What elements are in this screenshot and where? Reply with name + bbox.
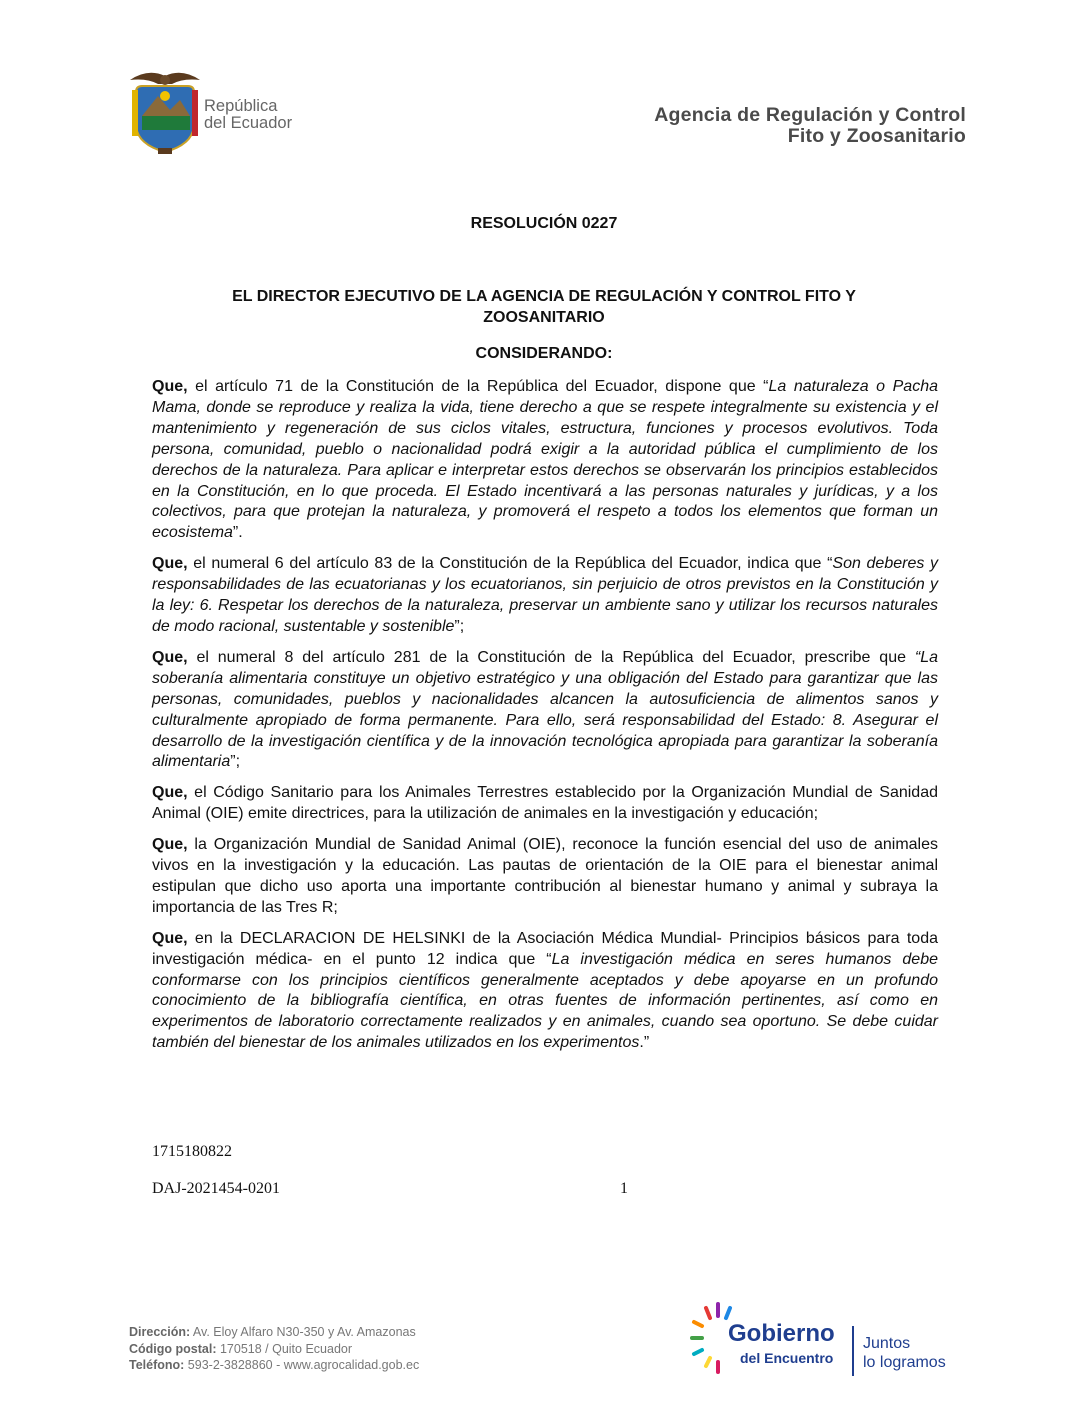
footer-contact: [129, 1324, 419, 1374]
paragraph-lead: Que,: [152, 555, 188, 573]
government-subname: del Encuentro: [740, 1350, 834, 1366]
footer-phone: [129, 1357, 419, 1374]
paragraph-lead: Que,: [152, 784, 188, 802]
republic-line-1: República: [204, 97, 278, 115]
paragraph-text: el numeral 8 del artículo 281 de la Constitución de la República del Ecuador, prescribe que: [187, 648, 915, 666]
government-slogan: [863, 1334, 946, 1372]
paragraph-lead: Que,: [152, 836, 188, 854]
logo-divider: [852, 1326, 854, 1376]
paragraph: [152, 929, 938, 1054]
authority-heading: [0, 286, 1088, 328]
paragraph-quote: La investigación médica en seres humanos debe conformarse con los principios científicos generalmente aceptados y debe apoyarse en un profundo conocimiento de la bibliografía científica, en otras fuentes de información pertinentes, así como en experimentos de laboratorio correctamente realizados y en animales, cuando sea oportuno. Se debe cuidar también del bienestar de los animales utilizados en los experimentos: [152, 950, 938, 1052]
phone-label: Teléfono:: [129, 1358, 185, 1372]
paragraph-text: la Organización Mundial de Sanidad Animal (OIE), reconoce la función esencial del uso de animales vivos en la investigación y la educación. Las pautas de orientación de la OIE para el bienestar animal estipulan que dicho uso aporta una importante contribución al bienestar humano y animal y subraya la importancia de las Tres R;: [152, 836, 938, 916]
phone-value: 593-2-3828860 - www.agrocalidad.gob.ec: [184, 1358, 420, 1372]
document-code: DAJ-2021454-0201: [152, 1180, 280, 1197]
agency-name: [654, 105, 966, 147]
paragraph: [152, 648, 938, 773]
agency-line-2: Fito y Zoosanitario: [787, 125, 966, 147]
republic-line-2: del Ecuador: [204, 114, 293, 132]
paragraph-quote: La naturaleza o Pacha Mama, donde se reproduce y realiza la vida, tiene derecho a que se respete integralmente su existencia y el mantenimiento y regeneración de sus ciclos vitales, estructura, funciones y procesos evolutivos. Toda persona, comunidad, pueblo o nacionalidad podrá exigir a la autoridad pública el cumplimiento de los derechos de la naturaleza. Para aplicar e interpretar estos derechos se observarán los principios establecidos en la Constitución, en lo que proceda. El Estado incentivará a las personas naturales y jurídicas, y a los colectivos, para que protejan la naturaleza, y promoverá el respeto a todos los elementos que forman un ecosistema: [152, 378, 938, 542]
document-body: [152, 377, 938, 1064]
address-value: Av. Eloy Alfaro N30-350 y Av. Amazonas: [190, 1325, 416, 1339]
id-number: 1715180822: [152, 1143, 232, 1160]
authority-line-2: ZOOSANITARIO: [483, 309, 605, 326]
paragraph-quote: “La soberanía alimentaria constituye un objetivo estratégico y una obligación del Estado para garantizar que las personas, comunidades, pueblos y nacionalidades alcancen la autosuficiencia de alimentos sanos y culturalmente apropiado de forma permanente. Para ello, será responsabilidad del Estado: 8. Asegurar el desarrollo de la investigación científica y de la innovación tecnológica apropiada para garantizar la soberanía alimentaria: [152, 648, 938, 771]
paragraph-tail: ”;: [454, 617, 465, 635]
postal-label: Código postal:: [129, 1341, 217, 1356]
considering-heading: CONSIDERANDO:: [475, 345, 613, 362]
page-header: [0, 0, 1088, 170]
paragraph: [152, 835, 938, 919]
coat-of-arms-icon: [128, 66, 202, 156]
paragraph-text: el Código Sanitario para los Animales Terrestres establecido por la Organización Mundial de Sanidad Animal (OIE) emite directrices, para la utilización de animales en la investigación y educación;: [152, 784, 938, 823]
slogan-line-1: Juntos: [863, 1335, 911, 1352]
agency-line-1: Agencia de Regulación y Control: [654, 104, 966, 126]
footer-address: [129, 1324, 419, 1341]
paragraph-lead: Que,: [152, 929, 188, 947]
resolution-title: RESOLUCIÓN 0227: [470, 215, 618, 232]
paragraph-text: el numeral 6 del artículo 83 de la Constitución de la República del Ecuador, indica que “: [187, 555, 833, 573]
paragraph: [152, 554, 938, 638]
paragraph: [152, 783, 938, 825]
paragraph-tail: ”;: [230, 753, 241, 771]
paragraph-tail: ”.: [232, 524, 243, 542]
page-number: 1: [620, 1180, 628, 1197]
paragraph-tail: .”: [639, 1034, 650, 1052]
paragraph: [152, 377, 938, 544]
paragraph-text: el artículo 71 de la Constitución de la República del Ecuador, dispone que “: [187, 378, 769, 395]
paragraph-quote: Son deberes y responsabilidades de las ecuatorianas y los ecuatorianos, sin perjuicio de otros previstos en la Constitución y la ley: 6. Respetar los derechos de la naturaleza, preservar un ambiente sano y utilizar los recursos naturales de modo racional, sustentable y sostenible: [152, 555, 938, 635]
slogan-line-2: lo logramos: [863, 1354, 946, 1371]
address-label: Dirección:: [129, 1325, 191, 1339]
footer-postal: [129, 1341, 419, 1358]
paragraph-text: en la DECLARACION DE HELSINKI de la Asociación Médica Mundial- Principios básicos para toda investigación médica- en el punto 12 indica que “: [152, 929, 938, 968]
postal-value: 170518 / Quito Ecuador: [216, 1341, 353, 1356]
republic-logo-text: [204, 98, 292, 132]
authority-line-1: EL DIRECTOR EJECUTIVO DE LA AGENCIA DE REGULACIÓN Y CONTROL FITO Y: [232, 288, 856, 305]
government-name: Gobierno: [728, 1320, 835, 1347]
paragraph-lead: Que,: [152, 648, 188, 666]
paragraph-lead: Que,: [152, 378, 188, 395]
